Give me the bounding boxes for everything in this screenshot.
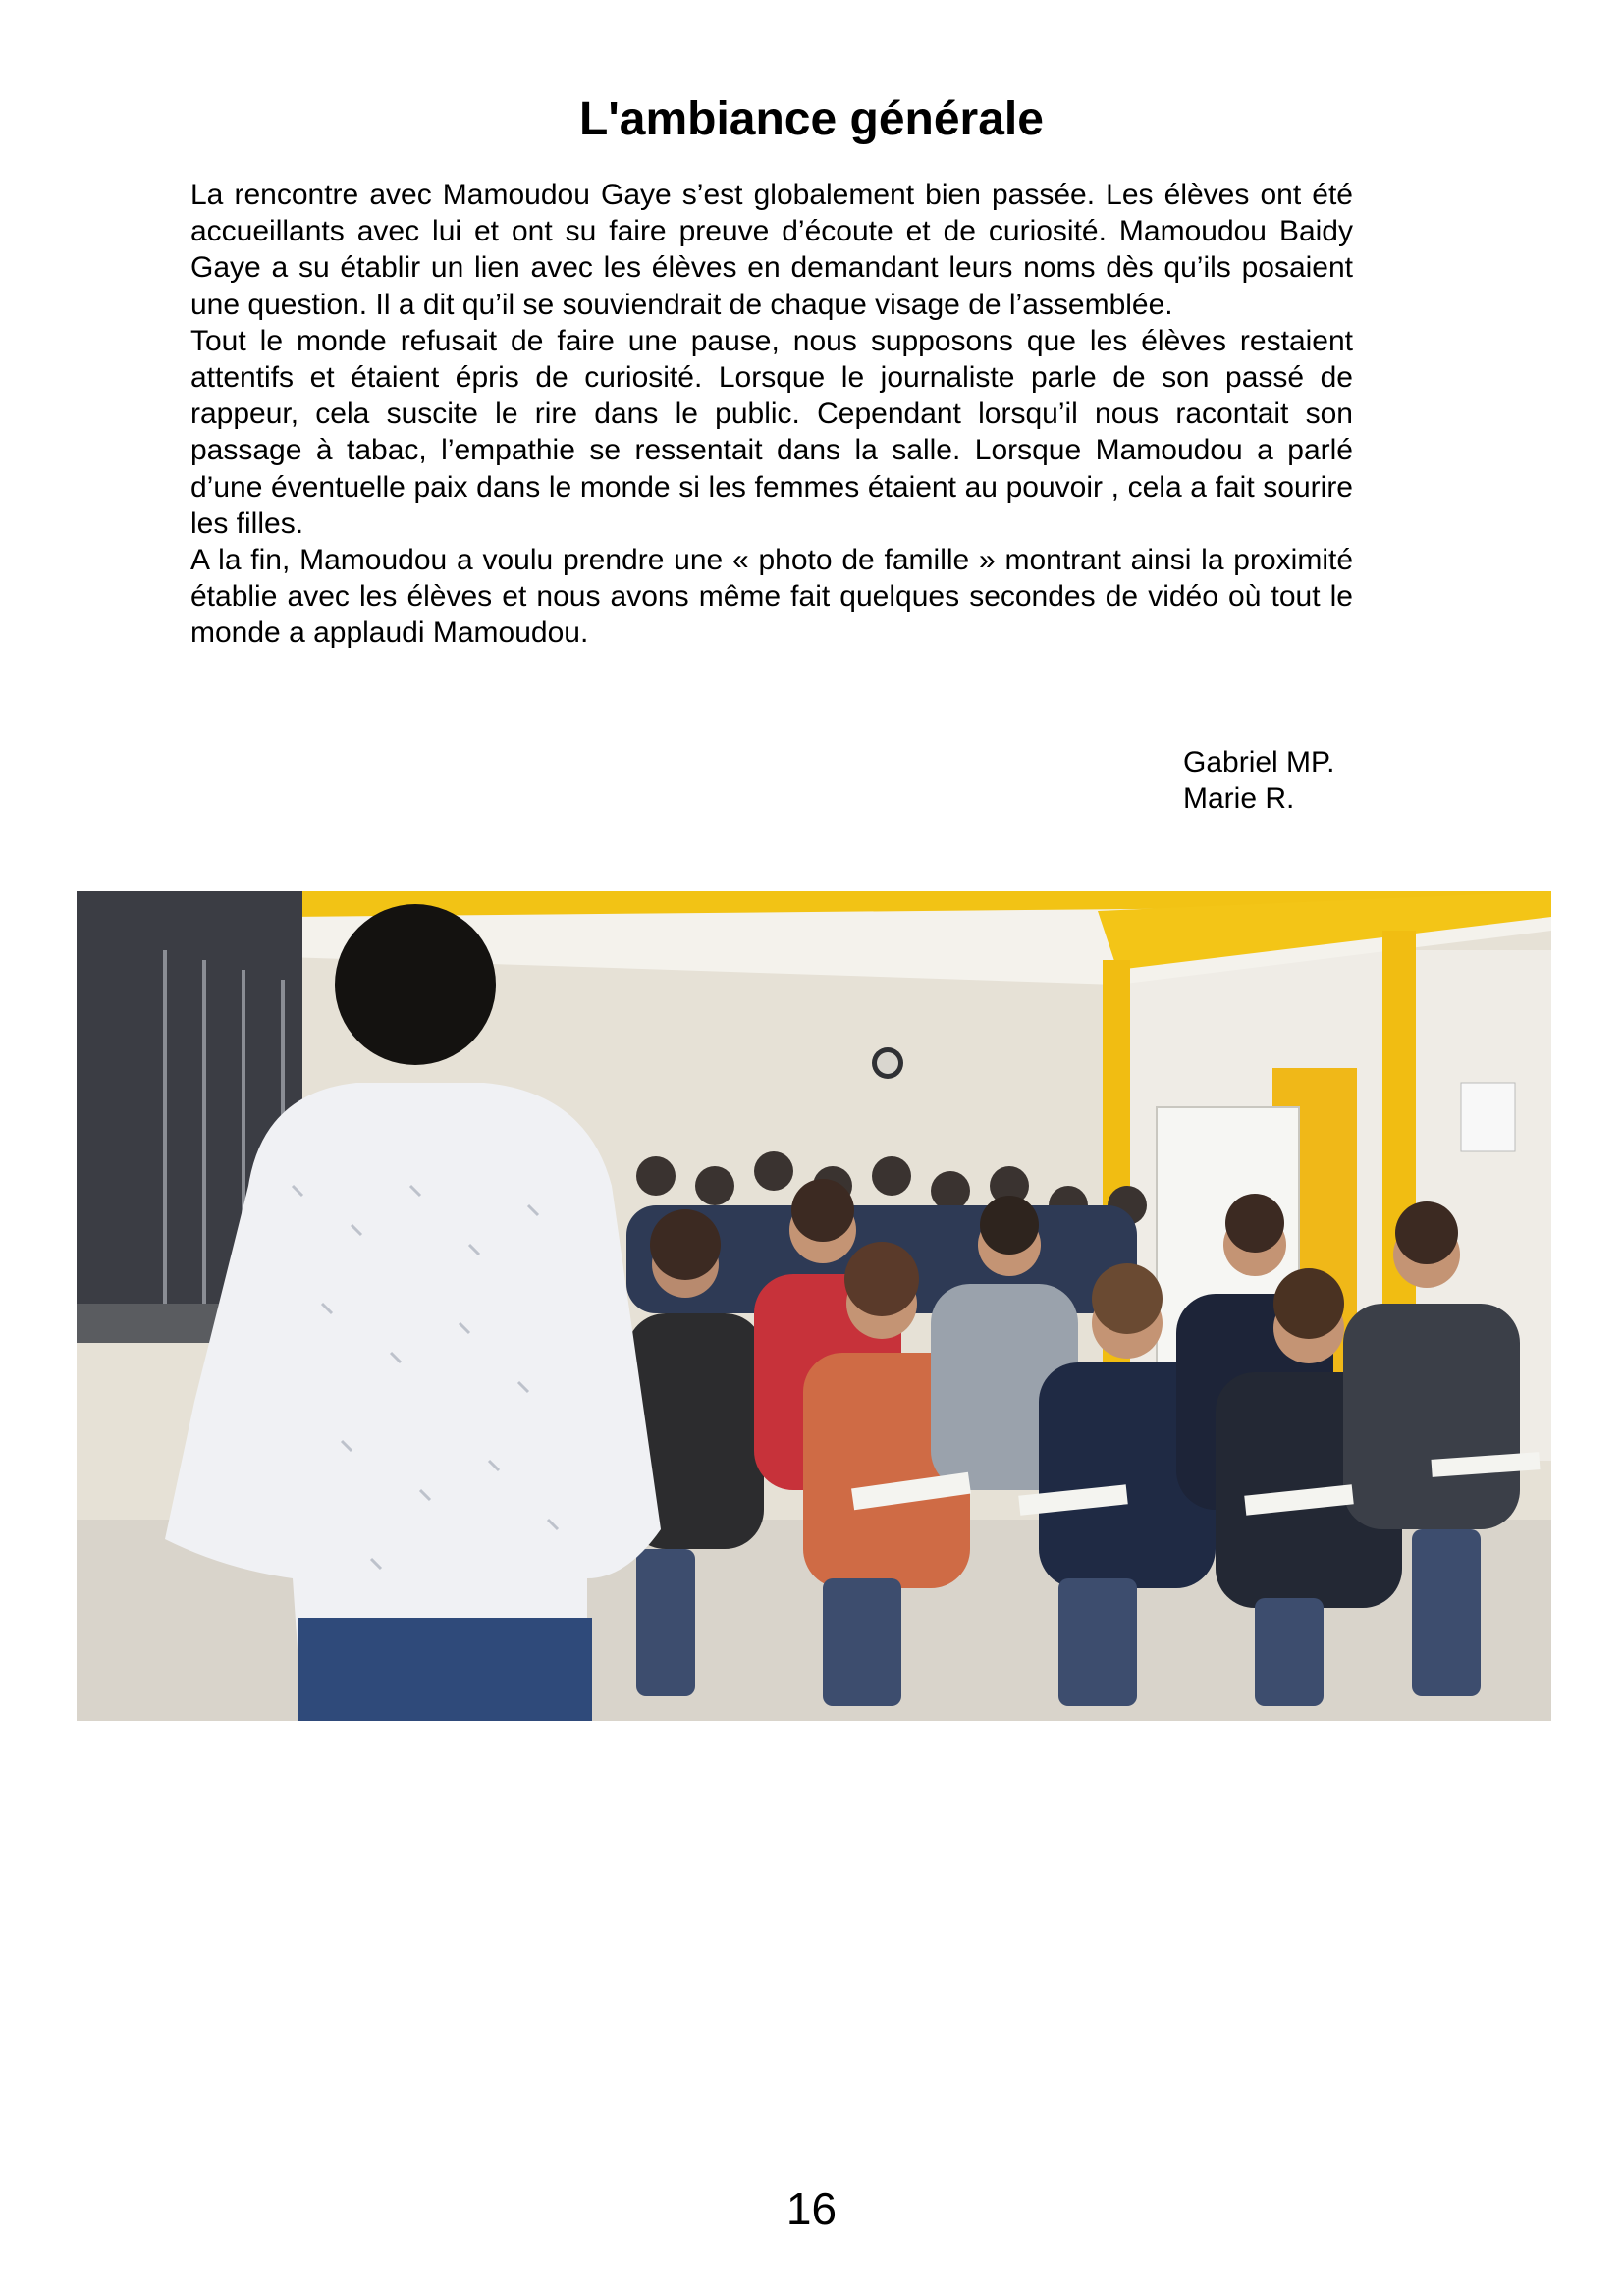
author-signature: [1183, 744, 1335, 817]
author-2: Marie R.: [1183, 782, 1295, 816]
paragraph-3: A la fin, Mamoudou a voulu prendre une « photo de famille » montrant ainsi la proximité établie avec les élèves et nous avons même fait quelques secondes de vidéo où tout le monde a applaudi Mamoudou.: [190, 544, 1353, 650]
paragraph-2: Tout le monde refusait de faire une pause, nous supposons que les élèves restaient attentifs et étaient épris de curiosité. Lorsque le journaliste parle de son passé de rappeur, cela suscite le rire dans le public. Cependant lorsqu’il nous racontait son passage à tabac, l’empathie se ressentait dans la salle. Lorsque Mamoudou a parlé d’une éventuelle paix dans le monde si les femmes étaient au pouvoir , cela a fait sourire les filles.: [190, 324, 1353, 540]
page-number: 16: [785, 2183, 838, 2234]
page-title: L'ambiance générale: [579, 93, 1044, 145]
article-body: [190, 177, 1353, 652]
author-1: Gabriel MP.: [1183, 746, 1335, 778]
classroom-photo: [77, 891, 1551, 1721]
paragraph-1: La rencontre avec Mamoudou Gaye s’est globalement bien passée. Les élèves ont été accueillants avec lui et ont su faire preuve d’écoute et de curiosité. Mamoudou Baidy Gaye a su établir un lien avec les élèves en demandant leurs noms dès qu’ils posaient une question. Il a dit qu’il se souviendrait de chaque visage de l’assemblée.: [190, 179, 1353, 321]
